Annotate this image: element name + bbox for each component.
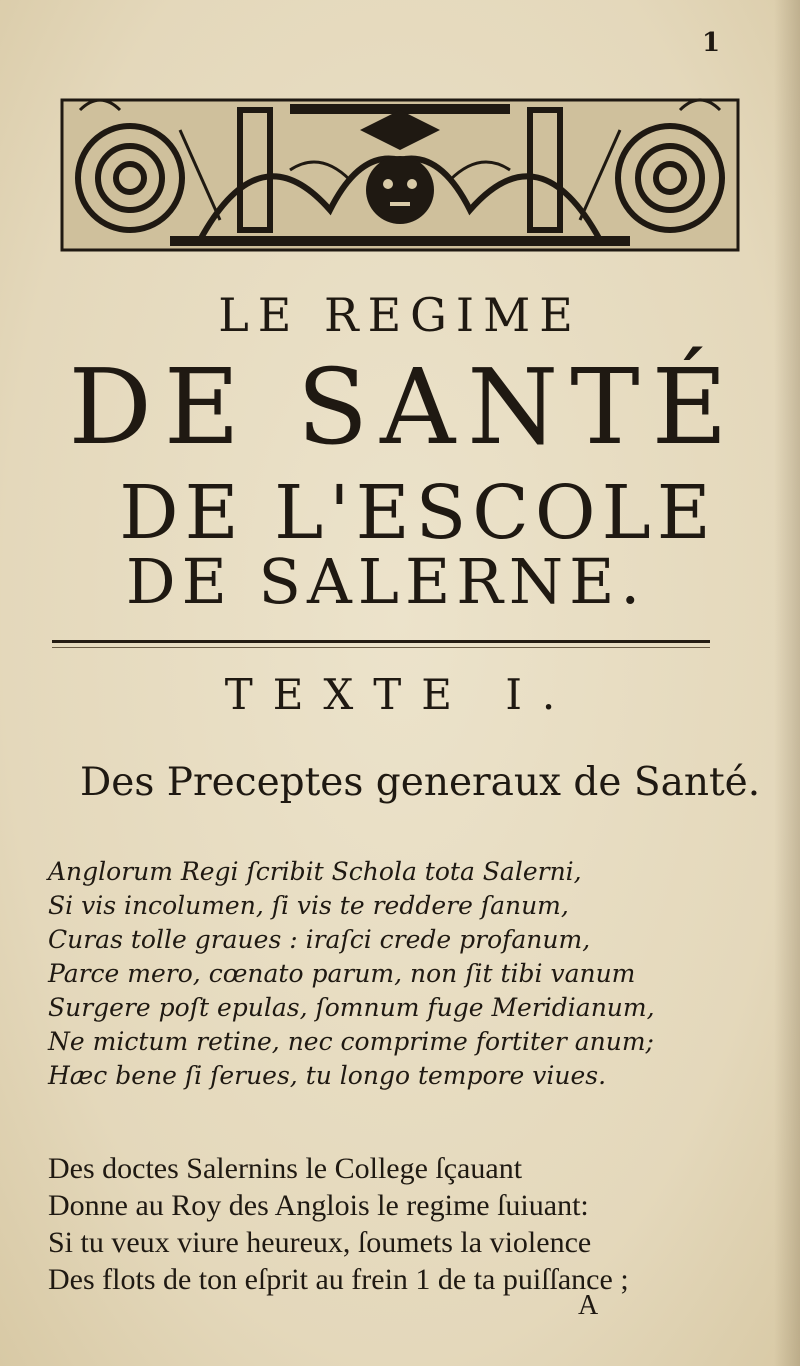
signature-mark: A — [578, 1290, 599, 1321]
french-verse: Des doctes Salernins le College ſçauant — [48, 1152, 523, 1185]
divider-rule-thin — [52, 647, 710, 648]
latin-verse: Surgere poſt epulas, ſomnum fuge Meridianum, — [48, 993, 655, 1022]
woodcut-headpiece — [60, 90, 740, 260]
french-verses — [48, 1150, 738, 1298]
title-line-3: DE L'ESCOLE — [119, 470, 717, 556]
french-verse: Donne au Roy des Anglois le regime ſuiuant: — [48, 1189, 589, 1222]
divider-rule — [52, 640, 710, 643]
title-line-2: DE SANTÉ — [68, 346, 740, 468]
page-number: 1 — [702, 28, 721, 58]
latin-verse: Si vis incolumen, ſi vis te reddere ſanum, — [48, 891, 569, 920]
title-line-1: LE REGIME — [218, 288, 582, 342]
page-edge-shadow — [774, 0, 800, 1366]
section-heading: TEXTE I. — [224, 670, 576, 719]
french-verse: Si tu veux viure heureux, ſoumets la violence — [48, 1226, 592, 1259]
latin-verse: Ne mictum retine, nec comprime fortiter anum; — [48, 1027, 654, 1056]
latin-verse: Curas tolle graues : iraſci crede profanum, — [48, 925, 591, 954]
french-verse: Des flots de ton eſprit au frein 1 de ta puiſſance ; — [48, 1263, 629, 1296]
latin-verses — [48, 855, 708, 1093]
title-line-4: DE SALERNE. — [125, 545, 647, 618]
section-subtitle: Des Preceptes generaux de Santé. — [80, 760, 761, 805]
latin-verse: Parce mero, cœnato parum, non ſit tibi vanum — [48, 959, 636, 988]
latin-verse: Hæc bene ſi ſerues, tu longo tempore viues. — [48, 1061, 607, 1090]
latin-verse: Anglorum Regi ſcribit Schola tota Salerni, — [48, 857, 582, 886]
